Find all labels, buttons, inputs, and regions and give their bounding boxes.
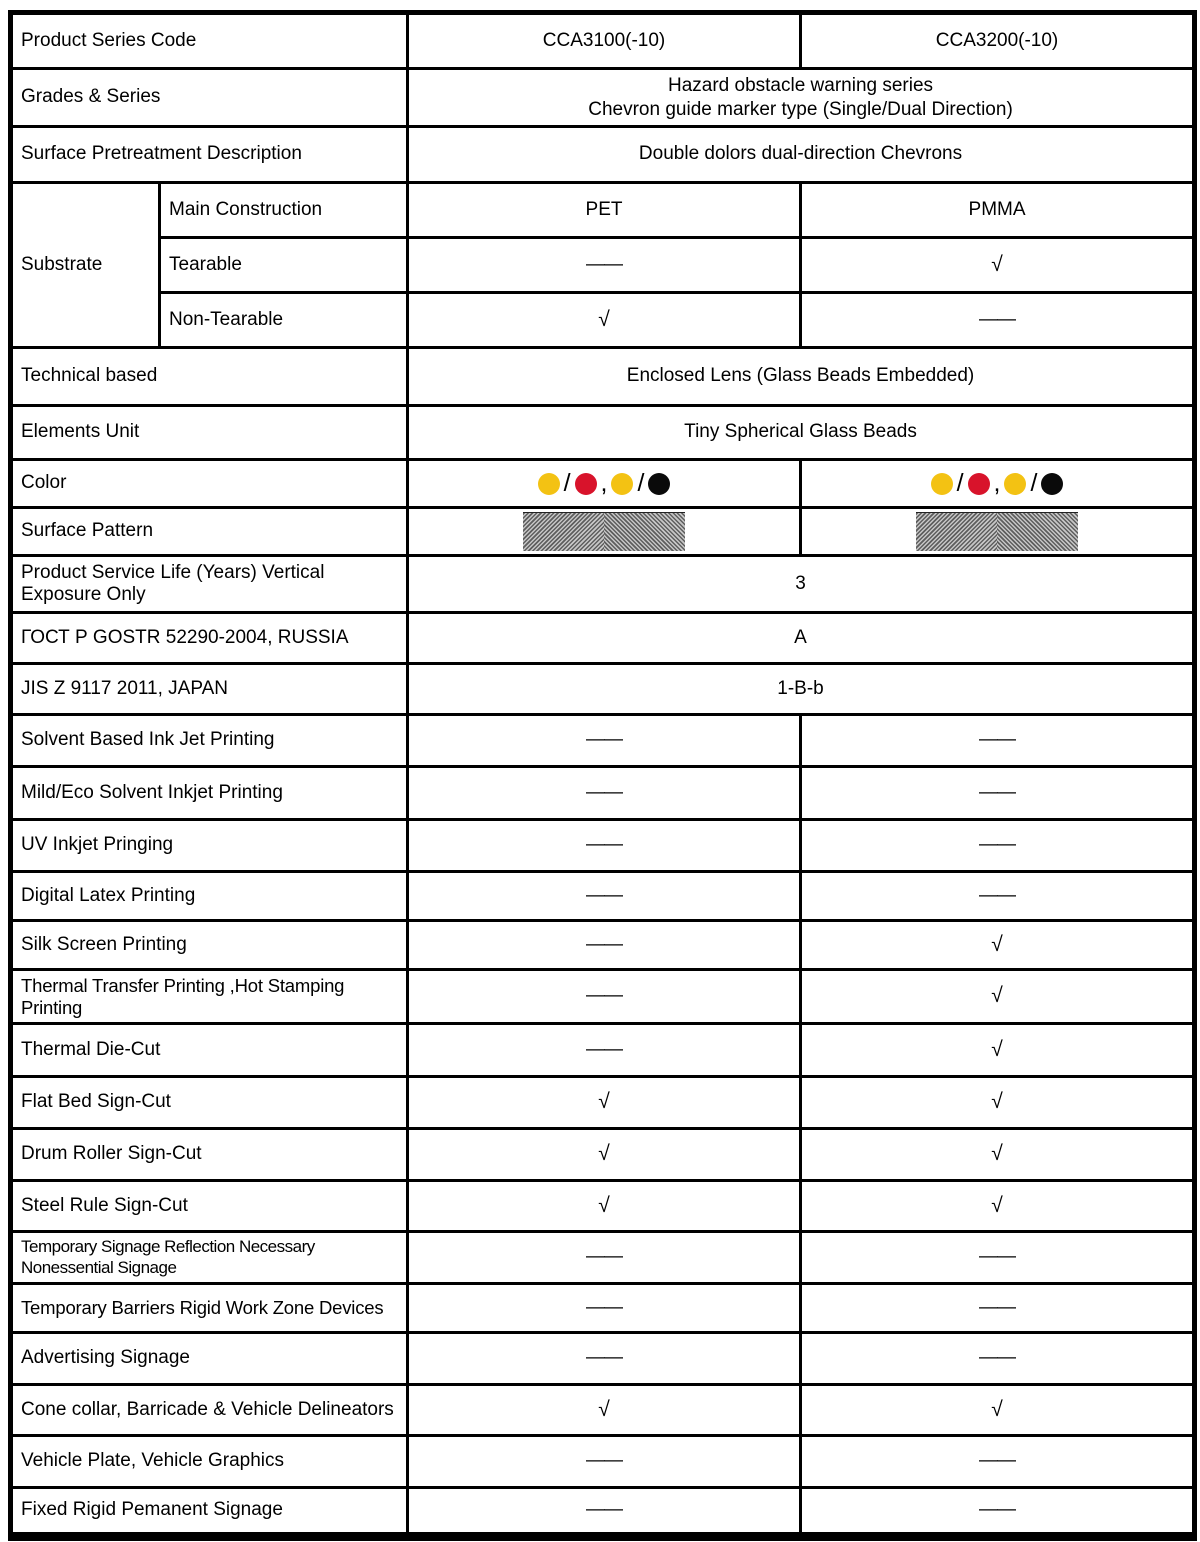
color-dot-yellow-icon [931, 473, 953, 495]
row-surface-pretreatment [11, 127, 1195, 183]
row-thermal-die-cut [11, 1024, 1195, 1077]
technical-based-value: Enclosed Lens (Glass Beads Embedded) [408, 348, 1195, 406]
product-series-code-col2: CCA3200(-10) [801, 13, 1195, 69]
capability-label: Digital Latex Printing [11, 872, 408, 921]
main-construction-col2: PMMA [801, 183, 1195, 238]
row-product-series-code [11, 13, 1195, 69]
service-life-value: 3 [408, 556, 1195, 613]
row-flat-bed-sign-cut [11, 1077, 1195, 1129]
capability-label: Vehicle Plate, Vehicle Graphics [11, 1436, 408, 1488]
row-uv-inkjet-pringing [11, 820, 1195, 872]
main-construction-label: Main Construction [160, 183, 408, 238]
service-life-label: Product Service Life (Years) Vertical Exposure Only [11, 556, 408, 613]
color-dot-red-icon [968, 473, 990, 495]
capability-col1: —— [408, 970, 801, 1024]
surface-pattern-col2 [801, 508, 1195, 556]
color-separator: / [1030, 469, 1038, 497]
color-separator: , [993, 469, 1001, 497]
non-tearable-col2: —— [801, 293, 1195, 348]
hatch-swatch-icon [523, 512, 685, 551]
capability-label: UV Inkjet Pringing [11, 820, 408, 872]
capability-label: Advertising Signage [11, 1333, 408, 1385]
color-separator: / [956, 469, 964, 497]
capability-col1: —— [408, 1488, 801, 1537]
row-advertising-signage [11, 1333, 1195, 1385]
capability-label: Temporary Barriers Rigid Work Zone Devices [11, 1284, 408, 1333]
row-gost-russia [11, 613, 1195, 664]
row-technical-based [11, 348, 1195, 406]
capability-col2: √ [801, 1385, 1195, 1436]
color-swatches-col2 [806, 471, 1188, 496]
row-steel-rule-sign-cut [11, 1181, 1195, 1232]
row-digital-latex-printing [11, 872, 1195, 921]
color-dot-black-icon [648, 473, 670, 495]
capability-col2: —— [801, 1284, 1195, 1333]
non-tearable-label: Non-Tearable [160, 293, 408, 348]
gost-label: ГОСТ Р GOSTR 52290-2004, RUSSIA [11, 613, 408, 664]
surface-pattern-col1 [408, 508, 801, 556]
row-elements-unit [11, 406, 1195, 460]
color-dot-yellow-icon [611, 473, 633, 495]
capability-col2: √ [801, 1077, 1195, 1129]
color-col2 [801, 460, 1195, 508]
capability-col2: √ [801, 970, 1195, 1024]
capability-col1: —— [408, 921, 801, 970]
tearable-label: Tearable [160, 238, 408, 293]
capability-col2: —— [801, 872, 1195, 921]
capability-col2: √ [801, 921, 1195, 970]
capability-col2: —— [801, 1436, 1195, 1488]
technical-based-label: Technical based [11, 348, 408, 406]
row-substrate-non-tearable [11, 293, 1195, 348]
capability-col1: √ [408, 1129, 801, 1181]
capability-col2: —— [801, 1333, 1195, 1385]
row-solvent-based-ink-jet [11, 715, 1195, 767]
capability-label: Thermal Die-Cut [11, 1024, 408, 1077]
row-grades-series [11, 69, 1195, 127]
capability-col2: √ [801, 1024, 1195, 1077]
capability-col1: —— [408, 1232, 801, 1284]
capability-col2: —— [801, 1488, 1195, 1537]
color-dot-red-icon [575, 473, 597, 495]
capability-col1: —— [408, 1024, 801, 1077]
grades-series-label: Grades & Series [11, 69, 408, 127]
capability-label: Temporary Signage Reflection Necessary Nonessential Signage [11, 1232, 408, 1284]
capability-col2: —— [801, 715, 1195, 767]
row-color [11, 460, 1195, 508]
row-drum-roller-sign-cut [11, 1129, 1195, 1181]
non-tearable-col1: √ [408, 293, 801, 348]
product-series-code-col1: CCA3100(-10) [408, 13, 801, 69]
elements-unit-value: Tiny Spherical Glass Beads [408, 406, 1195, 460]
surface-pattern-label: Surface Pattern [11, 508, 408, 556]
grades-series-value [408, 69, 1195, 127]
capability-col1: √ [408, 1385, 801, 1436]
row-surface-pattern [11, 508, 1195, 556]
surface-pretreatment-label: Surface Pretreatment Description [11, 127, 408, 183]
row-substrate-tearable [11, 238, 1195, 293]
row-jis-japan [11, 664, 1195, 715]
surface-pretreatment-value: Double dolors dual-direction Chevrons [408, 127, 1195, 183]
color-separator: / [637, 469, 645, 497]
color-col1 [408, 460, 801, 508]
row-cone-collar-barricade [11, 1385, 1195, 1436]
capability-label: Thermal Transfer Printing ,Hot Stamping Printing [11, 970, 408, 1024]
product-series-code-label: Product Series Code [11, 13, 408, 69]
capability-col1: √ [408, 1077, 801, 1129]
row-service-life [11, 556, 1195, 613]
grades-series-line2: Chevron guide marker type (Single/Dual Direction) [588, 98, 1013, 120]
tearable-col2: √ [801, 238, 1195, 293]
capability-col1: —— [408, 1284, 801, 1333]
capability-col2: —— [801, 767, 1195, 820]
capability-label: Fixed Rigid Pemanent Signage [11, 1488, 408, 1537]
color-swatches-col1 [413, 471, 795, 496]
row-fixed-rigid-permanent-signage [11, 1488, 1195, 1537]
grades-series-line1: Hazard obstacle warning series [667, 75, 934, 97]
capability-col2: √ [801, 1129, 1195, 1181]
row-temporary-barriers-work-zone [11, 1284, 1195, 1333]
capability-col1: —— [408, 872, 801, 921]
row-mild-eco-solvent-inkjet [11, 767, 1195, 820]
row-silk-screen-printing [11, 921, 1195, 970]
capability-col1: —— [408, 715, 801, 767]
row-vehicle-plate-graphics [11, 1436, 1195, 1488]
product-spec-table [8, 10, 1197, 1541]
tearable-col1: —— [408, 238, 801, 293]
capability-label: Cone collar, Barricade & Vehicle Delineators [11, 1385, 408, 1436]
jis-value: 1-B-b [408, 664, 1195, 715]
color-dot-black-icon [1041, 473, 1063, 495]
capability-col1: √ [408, 1181, 801, 1232]
color-dot-yellow-icon [1004, 473, 1026, 495]
jis-label: JIS Z 9117 2011, JAPAN [11, 664, 408, 715]
row-temporary-signage-reflection [11, 1232, 1195, 1284]
color-separator: , [600, 469, 608, 497]
capability-col2: √ [801, 1181, 1195, 1232]
color-dot-yellow-icon [538, 473, 560, 495]
substrate-label: Substrate [11, 183, 160, 348]
capability-col1: —— [408, 1436, 801, 1488]
elements-unit-label: Elements Unit [11, 406, 408, 460]
capability-col2: —— [801, 820, 1195, 872]
capability-label: Solvent Based Ink Jet Printing [11, 715, 408, 767]
capability-label: Steel Rule Sign-Cut [11, 1181, 408, 1232]
capability-label: Flat Bed Sign-Cut [11, 1077, 408, 1129]
gost-value: A [408, 613, 1195, 664]
capability-col1: —— [408, 1333, 801, 1385]
capability-col1: —— [408, 767, 801, 820]
capability-col1: —— [408, 820, 801, 872]
capability-label: Silk Screen Printing [11, 921, 408, 970]
hatch-swatch-icon [916, 512, 1078, 551]
capability-col2: —— [801, 1232, 1195, 1284]
capability-label: Drum Roller Sign-Cut [11, 1129, 408, 1181]
color-label: Color [11, 460, 408, 508]
main-construction-col1: PET [408, 183, 801, 238]
color-separator: / [563, 469, 571, 497]
row-substrate-main-construction [11, 183, 1195, 238]
capability-label: Mild/Eco Solvent Inkjet Printing [11, 767, 408, 820]
row-thermal-transfer-hot-stamping [11, 970, 1195, 1024]
